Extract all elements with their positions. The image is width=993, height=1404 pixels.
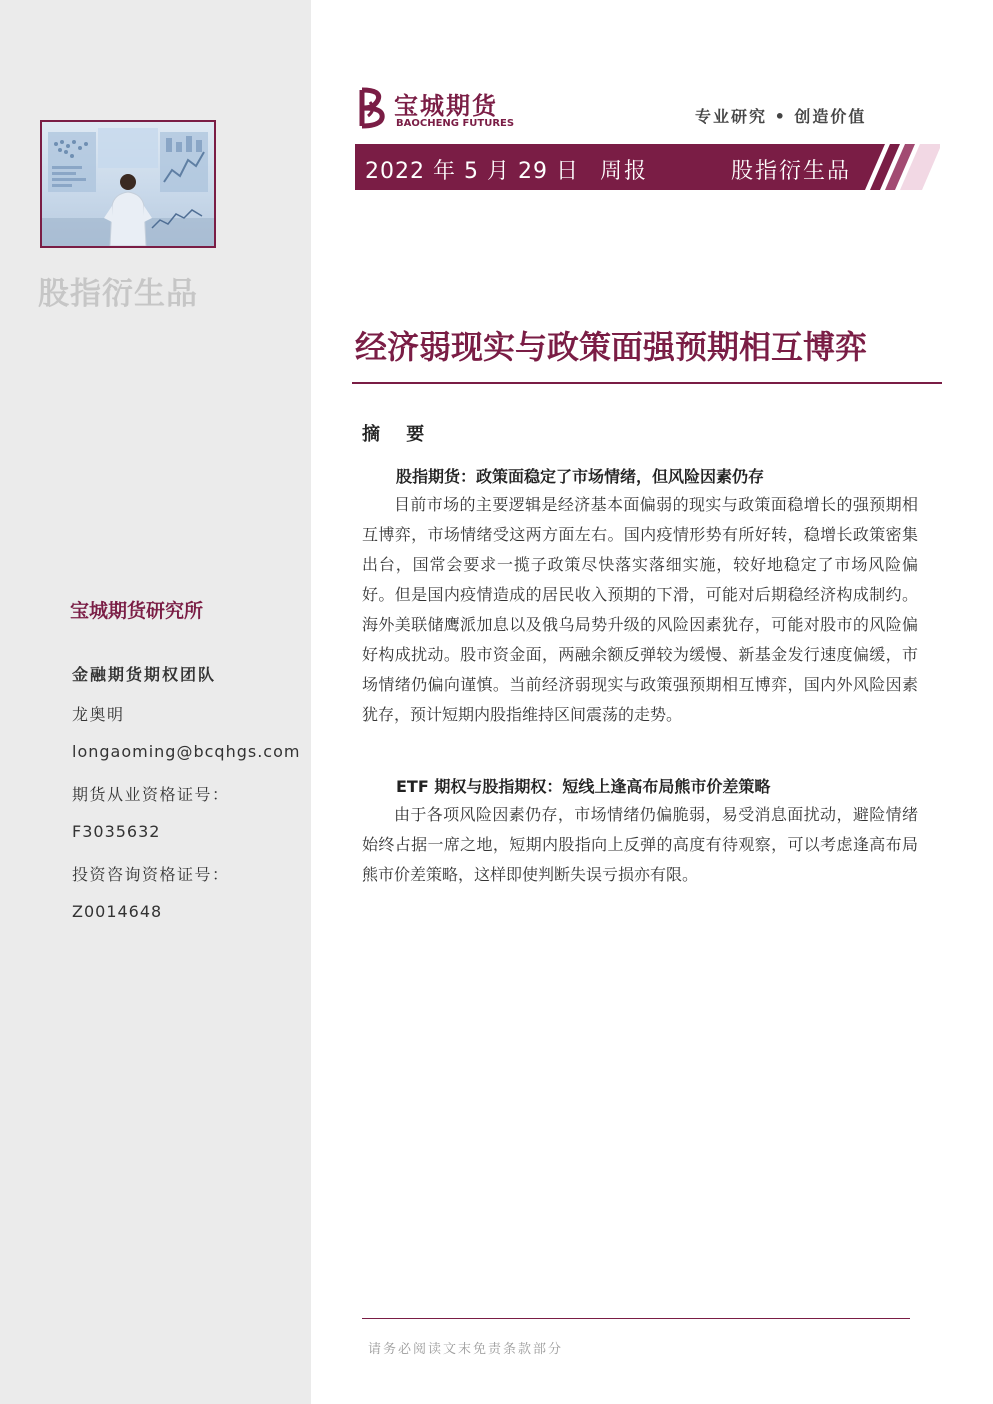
section-body-index-futures: 目前市场的主要逻辑是经济基本面偏弱的现实与政策面稳增长的强预期相互博弈，市场情绪受这两方面左右。国内疫情形势有所好转，稳增长政策密集出台，国常会要求一揽子政策尽快落实落细实施，较好地稳定了市场风险偏好。但是国内疫情造成的居民收入预期的下滑，可能对后期稳经济构成制约。海外美联储鹰派加息以及俄乌局势升级的风险因素犹存，可能对股市的风险偏好构成扰动。股市资金面，两融余额反弹较为缓慢、新基金发行速度偏缓，市场情绪仍偏向谨慎。当前经济弱现实与政策强预期相互博弈，国内外风险因素犹存，预计短期内股指维持区间震荡的走势。 [362, 495, 918, 724]
futures-license-number: F3035632 [72, 822, 161, 841]
date-banner [355, 144, 940, 190]
section-heading-options: ETF 期权与股指期权：短线上逢高布局熊市价差策略 [396, 777, 771, 796]
analyst-email[interactable]: longaoming@bcqhgs.com [72, 742, 301, 761]
logo-name-en: BAOCHENG FUTURES [396, 118, 515, 129]
section-body-options: 由于各项风险因素仍存，市场情绪仍偏脆弱，易受消息面扰动，避险情绪始终占据一席之地，短期内股指向上反弹的高度有待观察，可以考虑逢高布局熊市价差策略，这样即使判断失误亏损亦有限。 [362, 805, 918, 884]
footer-disclaimer: 请务必阅读文末免责条款部分 [368, 1342, 564, 1357]
footer-divider [362, 1318, 910, 1319]
section-heading-index-futures: 股指期货：政策面稳定了市场情绪，但风险因素仍存 [396, 467, 765, 486]
logo-name-cn: 宝城期货 [394, 92, 498, 120]
company-logo [356, 84, 526, 132]
summary-heading: 摘 要 [362, 424, 435, 445]
advisory-license-number: Z0014648 [72, 902, 163, 921]
team-name: 金融期货期权团队 [72, 665, 217, 684]
futures-license-label: 期货从业资格证号： [72, 785, 230, 804]
sidebar [0, 0, 311, 1404]
report-category: 股指衍生品 [731, 159, 852, 184]
baocheng-logo-icon [356, 86, 390, 130]
report-type: 周报 [600, 159, 649, 184]
cover-photo [40, 120, 216, 248]
title-divider [352, 382, 942, 384]
institute-name: 宝城期货研究所 [70, 600, 204, 622]
report-date: 2022 年 5 月 29 日 [365, 159, 579, 184]
advisory-license-label: 投资咨询资格证号： [72, 865, 230, 884]
businessman-dashboard-illustration [42, 122, 214, 246]
slogan: 专业研究 • 创造价值 [695, 107, 867, 126]
report-title: 经济弱现实与政策面强预期相互博弈 [355, 328, 868, 366]
sidebar-category: 股指衍生品 [38, 276, 198, 312]
analyst-name: 龙奥明 [72, 705, 125, 724]
